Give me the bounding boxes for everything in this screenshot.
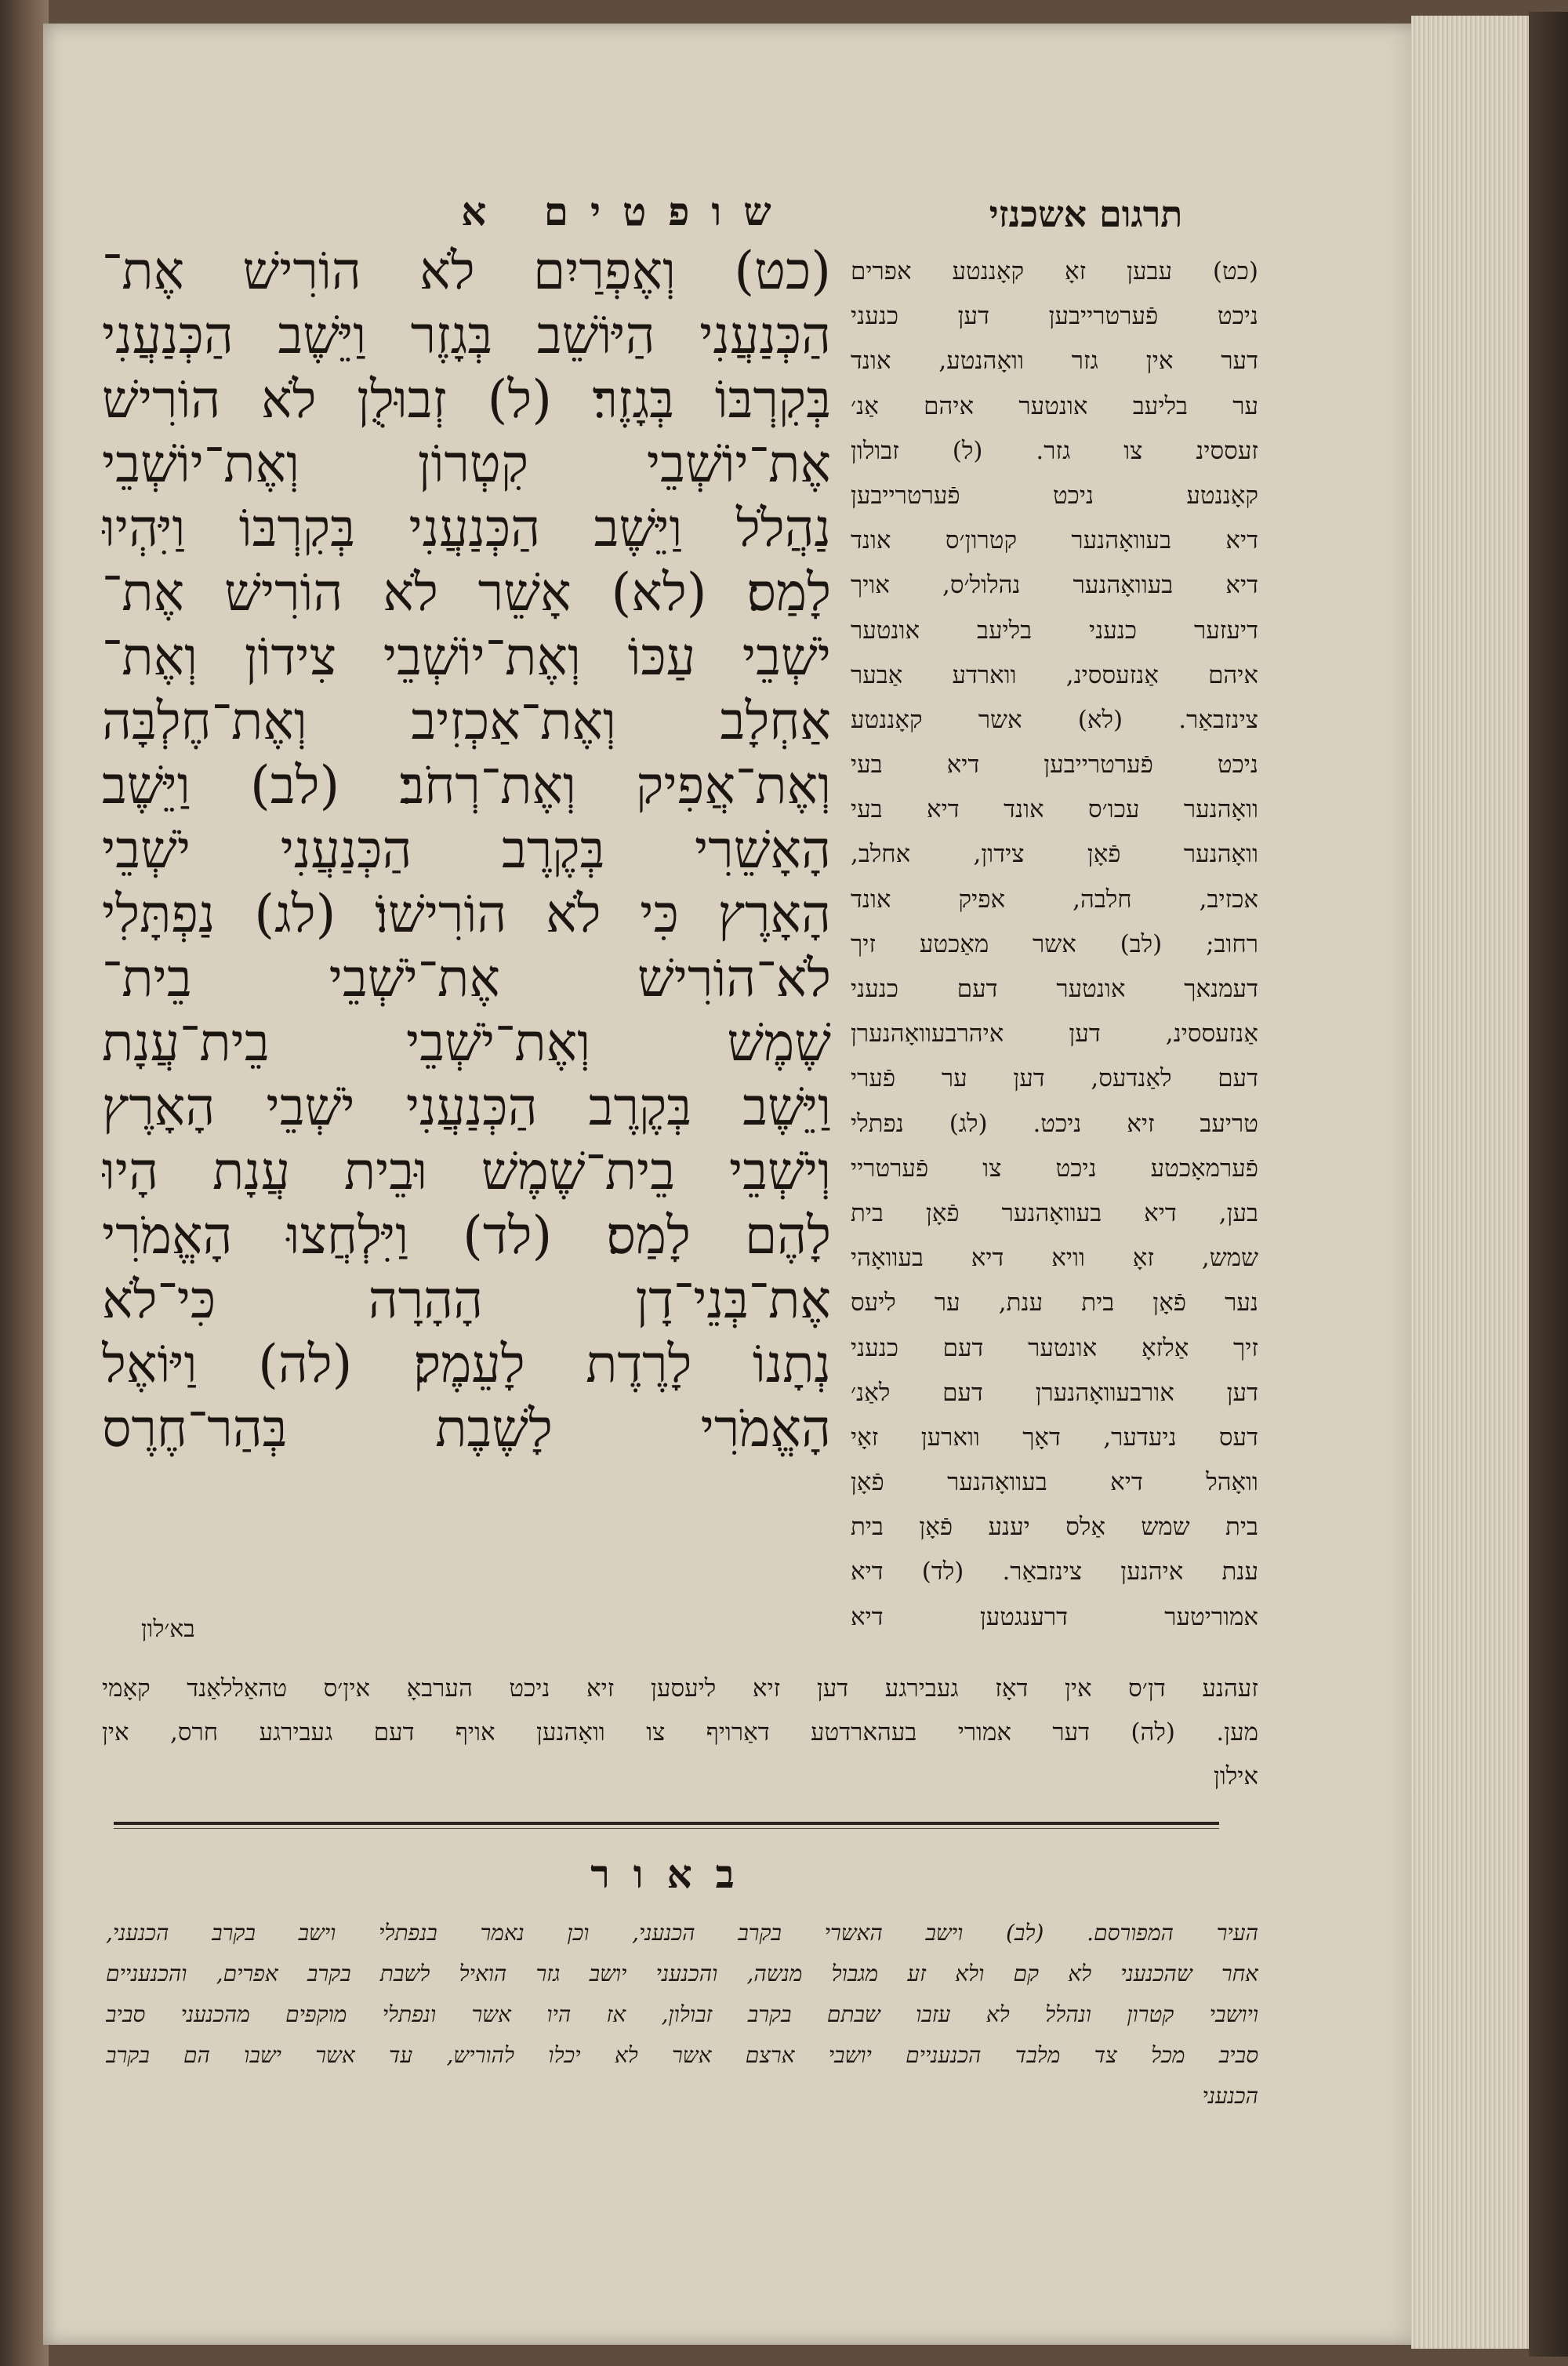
commentary-line: העיר המפורסם. (לב) וישב האשרי בקרב הכנעני, וכן נאמר בנפתלי וישב בקרב הכנעני, <box>106 1920 1258 1946</box>
yiddish-translation-line: דיא בעוואָהנער קטרון׳ס אונד <box>851 526 1258 555</box>
page-header-translation-title: תרגום אשכנזי <box>989 193 1183 235</box>
hebrew-verse-line: לָהֶם לָמַס׃ (לד) וַיִּלְחֲצוּ הָאֱמֹרִי <box>102 1205 831 1266</box>
yiddish-translation-line: בען, דיא בעוואָהנער פֿאָן בית <box>851 1198 1258 1227</box>
hebrew-verse-line: לָמַס׃ (לא) אָשֵׁר לֹא הוֹרִישׁ אֶת־ <box>102 562 831 623</box>
yiddish-translation-line: קאָננטע ניכט פֿערטרייבען <box>851 481 1258 510</box>
yiddish-translation-line: טריעב זיא ניכט. (לג) נפתלי <box>851 1109 1258 1138</box>
yiddish-translation-line: זעססינ צו גזר. (ל) זבולון <box>851 436 1258 465</box>
book-spine <box>0 0 49 2366</box>
hebrew-verse-line: בְּקִרְבּוֹ בְּגָזֶר׃ (ל) זְבוּלֻן לֹא הוֹרִישׁ <box>102 369 831 430</box>
hebrew-verse-line: וְאֶת־אֲפִיק וְאֶת־רְחֹב׃ (לב) וַיֵּשֶׁב <box>102 755 831 816</box>
commentary-line: הכנעני <box>1202 2083 1258 2109</box>
yiddish-translation-line: ניכט פֿערטרייבען דען כנעני <box>851 302 1258 331</box>
section-divider-thin <box>114 1828 1219 1829</box>
hebrew-verse-line: נַהֲלֹל וַיֵּשֶׁב הַכְּנַעֲנִי בְּקִרְבּוֹ וַיִּהְיוּ <box>102 498 831 558</box>
yiddish-translation-line: צינזבאַר. (לא) אשר קאָננטע <box>851 705 1258 734</box>
yiddish-translation-line: דעמנאך אונטער דעם כנעני <box>851 975 1258 1003</box>
yiddish-translation-line: פֿערמאָכטע ניכט צו פֿערטריי <box>851 1154 1258 1183</box>
yiddish-translation-line: ער בליעב אונטער איהם אַנ׳ <box>851 391 1258 420</box>
hebrew-verse-line: הָאָרֶץ כִּי לֹא הוֹרִישׁוֹ׃ (לג) נַפְתָּלִי <box>102 884 831 944</box>
hebrew-text-column <box>102 239 831 1627</box>
hebrew-verse-line: יֹשְׁבֵי עַכּוֹ וְאֶת־יוֹשְׁבֵי צִידוֹן וְאֶת־ <box>102 627 831 687</box>
hebrew-verse-line: אַחְלָב וְאֶת־אַכְזִיב וְאֶת־חֶלְבָּה <box>102 691 831 751</box>
yiddish-translation-column <box>851 249 1258 1661</box>
yiddish-translation-line: אכזיב, חלבה, אפיק אונד <box>851 885 1258 914</box>
yiddish-translation-line: דיעזער כנעני בליעב אונטער <box>851 616 1258 645</box>
yiddish-translation-line: בית שמש אַלס יענע פֿאָן בית <box>851 1513 1258 1542</box>
yiddish-translation-line: וואָהנער עכו׳ס אונד דיא בעי <box>851 795 1258 824</box>
yiddish-translation-line: דען אורבעוואָהנערן דעם לאַנ׳ <box>851 1378 1258 1407</box>
yiddish-translation-line: דער אין גזר וואָהנטע, אונד <box>851 347 1258 376</box>
commentary-line: סביב מכל צד מלבד הכנעניים יושבי ארצם אשר לא יכלו להוריש, עד אשר ישבו הם בקרב <box>106 2042 1258 2068</box>
hebrew-verse-line: וַיֵּשֶׁב בְּקֶרֶב הַכְּנַעֲנִי יֹשְׁבֵי הָאָרֶץ <box>102 1077 831 1137</box>
section-divider <box>114 1822 1219 1825</box>
yiddish-translation-line: וואָהל דיא בעוואָהנער פֿאָן <box>851 1468 1258 1497</box>
hebrew-verse-line: הַכְּנַעֲנִי הַיּוֹשֵׁב בְּגָזֶר וַיֵּשֶׁב הַכְּנַעֲנִי <box>102 305 831 365</box>
yiddish-translation-line: דעס ניעדער, דאָך ווארען זאָי <box>851 1423 1258 1452</box>
yiddish-translation-line: נער פֿאָן בית ענת, ער ליעס <box>851 1288 1258 1317</box>
hebrew-verse-line: (כט) וְאֶפְרַיִם לֹא הוֹרִישׁ אֶת־ <box>102 241 831 301</box>
yiddish-translation-line: איהם אַנזעססינ, ווארדע אַבער <box>851 660 1258 689</box>
yiddish-translation-line: דעם לאַנדעס, דען ער פֿערי <box>851 1064 1258 1093</box>
yiddish-translation-line: שמש, זאָ וויא דיא בעוואָהי <box>851 1244 1258 1273</box>
hebrew-footnote-marker: בא׳לון <box>141 1615 195 1643</box>
hebrew-verse-line: נְתָנוֹ לָרֶדֶת לָעֵמֶק׃ (לה) וַיּוֹאֶל <box>102 1334 831 1394</box>
yiddish-translation-line: אמוריטער דרענגטען דיא <box>851 1602 1258 1631</box>
yiddish-translation-line: (כט) עבען זאָ קאָננטע אפרים <box>851 257 1258 285</box>
translation-continuation-line: אילון <box>1213 1762 1258 1790</box>
hebrew-verse-line: הָאָשֵׁרִי בְּקֶרֶב הַכְּנַעֲנִי יֹשְׁבֵי <box>102 820 831 880</box>
hebrew-verse-line: אֶת־יוֹשְׁבֵי קִטְרוֹן וְאֶת־יוֹשְׁבֵי <box>102 434 831 494</box>
hebrew-verse-line: אֶת־בְּנֵי־דָן הָהָרָה כִּי־לֹא <box>102 1270 831 1330</box>
yiddish-translation-line: וואָהנער פֿאָן צידון, אחלב, <box>851 840 1258 869</box>
hebrew-verse-line: שֶׁמֶשׁ וְאֶת־יֹשְׁבֵי בֵית־עֲנָת <box>102 1012 831 1073</box>
yiddish-translation-line: ניכט פֿערטרייבען דיא בעי <box>851 751 1258 780</box>
commentary-line: אחר שהכנעני לא קם ולא זע מגבול מנשה, והכנעני יושב גזר הואיל לשבת בקרב אפרים, והכנעניים <box>106 1961 1258 1986</box>
yiddish-translation-line: דיא בעוואָהנער נהלול׳ס, אויך <box>851 571 1258 600</box>
page-header-book-title: שופטים א <box>461 188 793 234</box>
yiddish-translation-line: אַנזעססינ, דען איהרבעוואָהנערן <box>851 1019 1258 1049</box>
yiddish-translation-line: רחוב; (לב) אשר מאַכטע זיך <box>851 929 1258 958</box>
book-edge-shadow <box>1529 12 1568 2357</box>
translation-continuation-line: זעהנע דן׳ס אין דאָז געבירגע דען זיא ליעסען זיא ניכט הערבאָ אין׳ס טהאַללאַנד קאָמי <box>102 1674 1258 1703</box>
translation-continuation-line: מען. (לה) דער אמורי בעהארדטע דאַרויף צו וואָהנען אויף דעם געבירגע חרס, אין <box>102 1718 1258 1746</box>
hebrew-verse-line: לֹא־הוֹרִישׁ אֶת־יֹשְׁבֵי בֵית־ <box>102 948 831 1009</box>
hebrew-verse-line: וְיֹשְׁבֵי בֵית־שֶׁמֶשׁ וּבֵית עֲנָת הָיוּ <box>102 1141 831 1201</box>
yiddish-translation-line: ענת איהנען צינזבאַר. (לד) דיא <box>851 1557 1258 1586</box>
page-edges <box>1411 16 1529 2349</box>
commentary-line: ויושבי קטרון ונהלל לא עזבו שבתם בקרב זבולון, אז היו אשר ונפתלי מוקפים מהכנעני סביב <box>106 2001 1258 2027</box>
yiddish-translation-line: זיך אַלזאָ אונטער דעם כנעני <box>851 1333 1258 1362</box>
commentary-title: באור <box>590 1851 758 1897</box>
hebrew-verse-line: הָאֱמֹרִי לָשֶׁבֶת בְּהַר־חֶרֶס <box>102 1398 831 1459</box>
